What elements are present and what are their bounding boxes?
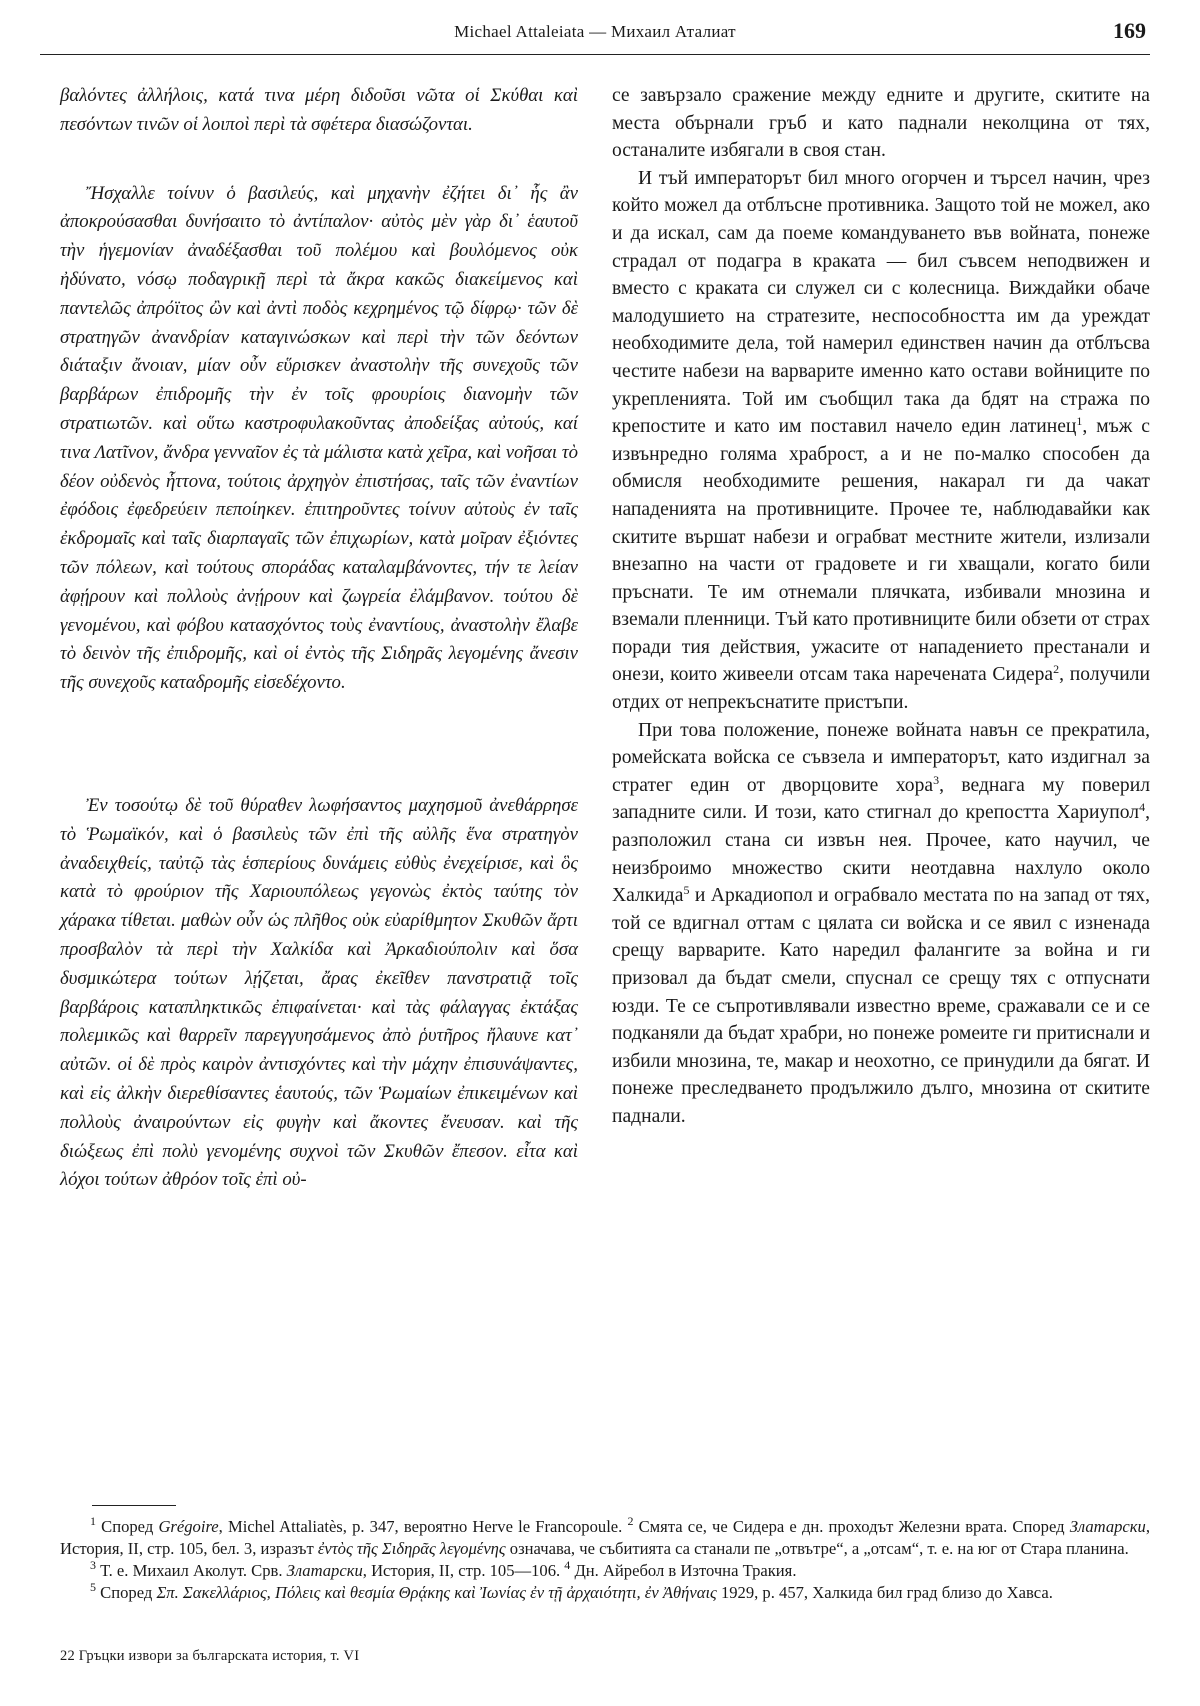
footnote-rule xyxy=(92,1505,176,1506)
text-run: , История, II, стр. 105, бел. 3, изразът xyxy=(60,1517,1150,1558)
text-run: , веднага му поверил западните сили. И този, като стигнал до крепостта Хариупол xyxy=(612,774,1150,824)
text-run: 1929, p. 457, Халкида бил град близо до Хавса. xyxy=(716,1583,1053,1602)
footnote-ref[interactable]: 4 xyxy=(1139,800,1146,815)
bulgarian-paragraph xyxy=(612,717,1150,1131)
text-run: означава, че събитията са станали пе „отвътре“, а „отсам“, т. е. на юг от Стара планина. xyxy=(505,1539,1129,1558)
bulgarian-paragraph xyxy=(612,165,1150,717)
footnote-number: 3 xyxy=(90,1558,96,1572)
page-number: 169 xyxy=(1113,18,1146,43)
bulgarian-column xyxy=(612,82,1150,1131)
running-title: Michael Attaleiata — Михаил Аталиат xyxy=(454,22,736,41)
footnote-block xyxy=(60,1516,1150,1560)
signature-line: 22 Гръцки извори за българската история, т. VI xyxy=(60,1648,360,1664)
footnote-number: 4 xyxy=(564,1558,571,1572)
text-run: , Michel Attaliatès, p. 347, вероятно Herve le Francopoule. xyxy=(218,1517,628,1536)
footnotes xyxy=(60,1516,1150,1604)
greek-paragraph: βαλόντες ἀλλήλοις, κατά τινα μέρη διδοῦσι νῶτα οἱ Σκύθαι καὶ πεσόντων τινῶν οἱ λοιποὶ περὶ τὰ σφέτερα διασώζονται. xyxy=(60,85,578,135)
text-run: , разположил стана си извън нея. Прочее, като научил, че неизброимо множество скити неотдавна нахлуло около Халкида xyxy=(612,802,1150,907)
text-run: Дн. Айребол в Източна Тракия. xyxy=(570,1561,797,1580)
text-run: , мъж с извънредно голяма храброст, а и не по-малко способен да обмисля необходимите решения, накарал ги да чакат нападенията на противниците. Прочее те, наблюдавайки как скитите вършат набези и ограбват местните жители, излизали внезапно на части от градовете и ги хващали, когато били пръснати. Те им отнемали плячката, избивали мнозина и вземали пленници. Тъй като противниците били обзети от страх поради тия действия, ужасите от нападението престанали и онези, които живеели отсам така наречената Сидера xyxy=(612,416,1150,686)
footnote-ref[interactable]: 5 xyxy=(683,883,690,898)
author-name: Златарски xyxy=(286,1561,363,1580)
text-run: , получили отдих от непрекъснатите пристъпи. xyxy=(612,664,1150,714)
greek-column xyxy=(60,82,578,1195)
footnote-number: 2 xyxy=(627,1514,634,1528)
greek-paragraph: Ἤσχαλλε τοίνυν ὁ βασιλεύς, καὶ μηχανὴν ἐζήτει δι᾽ ἧς ἂν ἀποκρούσασθαι δυνήσαιτο τὸ ἀντίπαλον· αὐτὸς μὲν γὰρ δι᾽ ἑαυτοῦ τὴν ἡγεμονίαν ἀναδέξασθαι τοῦ πολέμου καὶ βουλόμενος οὐκ ἠδύνατο, νόσῳ ποδαγρικῇ περὶ τὰ ἄκρα κακῶς διακείμενος καὶ παντελῶς ἀπρόϊτος ὢν καὶ ἀντὶ ποδὸς κεχρημένος τῷ δίφρῳ· τῶν δὲ στρατηγῶν ἀνανδρίαν καταγινώσκων καὶ περὶ τὴν τῶν δεόντων διάταξιν ἄνοιαν, μίαν οὖν εὕρισκεν ἀναστολὴν τῆς συνεχοῦς τῶν βαρβάρων ἐπιδρομῆς τὴν ἐν τοῖς φρουρίοις διανομὴν τῶν στρατιωτῶν. καὶ οὕτω καστροφυλακοῦντας ἀποδείξας αὐτούς, καί τινα Λατῖνον, ἄνδρα γενναῖον ἐς τὰ μάλιστα κατὰ χεῖρα, καὶ νοῆσαι τὸ δέον οὐδενὸς ἧττονα, τούτοις ἀρχηγὸν ἐπιστήσας, ταῖς τῶν ἐναντίων ἐφόδοις ἐφεδρεύειν πεποίηκεν. ἐπιτηροῦντες τοίνυν αὐτοὺς ἐν ταῖς ἐκδρομαῖς καὶ ταῖς διαρπαγαῖς τῶν ἐπιχωρίων, κατὰ μοῖραν ἐξιόντες τῶν πόλεων, καὶ τούτους σποράδας καταλαμβάνοντες, τήν τε λείαν ἀφῄρουν καὶ πολλοὺς ἀνῄρουν καὶ ζωγρεία ἐλάμβανον. τούτου δὲ γενομένου, καὶ φόβου κατασχόντος τοὺς ἐναντίους, ἀναστολὴν ἔλαβε τὸ δεινὸν τῆς ἐπιδρομῆς, καὶ οἱ ἐντὸς τῆς Σιδηρᾶς λεγομένης ἄνεσιν τῆς συνεχοῦς καταδρομῆς εἰσεδέχοντο. xyxy=(60,182,578,694)
greek-paragraph: Ἐν τοσούτῳ δὲ τοῦ θύραθεν λωφήσαντος μαχησμοῦ ἀνεθάρρησε τὸ Ῥωμαϊκόν, καὶ ὁ βασιλεὺς τῶν ἐπὶ τῆς αὐλῆς ἕνα στρατηγὸν ἀναδειχθείς, ταὐτῷ τὰς ἑσπερίους δυνάμεις εὐθὺς ἐνεχείρισε, καὶ ὃς κατὰ τὸ φρούριον τῆς Χαριουπόλεως γεγονὼς ἐκτὸς ταύτης τὸν χάρακα τίθεται. μαθὼν οὖν ὡς πλῆθος οὐκ εὐαρίθμητον Σκυθῶν ἄρτι προσβαλὸν τὰ περὶ τὴν Χαλκίδα καὶ Ἀρκαδιούπολιν καὶ ὅσα δυσμικώτερα τούτων λῄζεται, ἄρας ἐκεῖθεν πανστρατιᾷ τοῖς βαρβάροις καταπληκτικῶς ἐπιφαίνεται· καὶ τὰς φάλαγγας ἐκτάξας πολεμικῶς καὶ θαρρεῖν παρεγγυησάμενος ἀπὸ ῥυτῆρος ἤλαυνε κατ᾽ αὐτῶν. οἱ δὲ πρὸς καιρὸν ἀντισχόντες καὶ τὴν μάχην ἐπισυνάψαντες, καὶ εἰς ἀλκὴν διερεθίσαντες ἑαυτούς, τῶν Ῥωμαίων ἐπικειμένων καὶ πολλοὺς ἀναιρούντων εἰς φυγὴν καὶ ἄκοντες ἔνευσαν. καὶ τῆς διώξεως ἐπὶ πολὺ γενομένης συχνοὶ τῶν Σκυθῶν ἔπεσον. εἶτα καὶ λόχοι τούτων ἀθρόον τοῖς ἐπὶ οὐ- xyxy=(60,794,578,1191)
author-name: Grégoire xyxy=(158,1517,219,1536)
text-run: Според xyxy=(96,1583,157,1602)
header-rule xyxy=(40,54,1150,55)
text-run: Смята се, че Сидера е дн. проходът Железни врата. Според xyxy=(633,1517,1070,1536)
footnote-ref[interactable]: 1 xyxy=(1076,414,1083,429)
running-header xyxy=(40,18,1150,54)
author-name: Златарски xyxy=(1069,1517,1146,1536)
footnote-block xyxy=(60,1560,1150,1582)
greek-quote: ἐντὸς τῆς Σιδηρᾶς λεγομένης xyxy=(317,1539,506,1558)
footnote-block xyxy=(60,1582,1150,1604)
text-run: Т. е. Михаил Аколут. Срв. xyxy=(96,1561,287,1580)
footnote-ref[interactable]: 2 xyxy=(1053,662,1060,677)
text-run: , История, II, стр. 105—106. xyxy=(362,1561,565,1580)
footnote-number: 1 xyxy=(90,1514,96,1528)
text-run: Според xyxy=(96,1517,159,1536)
footnote-ref[interactable]: 3 xyxy=(933,772,940,787)
text-run: и Аркадиопол и ограбвало местата по на запад от тях, той се вдигнал оттам с цялата си войска и се явил с изненада срещу варварите. Като наредил фалангите за война и ги призовал да бъдат смели, спуснал се срещу тях с отпуснати юзди. Те се съпротивлявали известно време, сражавали се и се подканяли да бъдат храбри, но понеже ромеите ги притиснали и избили мнозина, те, макар и неохотно, се принудили да бягат. И понеже преследването продължило дълго, мнозина от скитите паднали. xyxy=(612,885,1150,1127)
footnote-number: 5 xyxy=(90,1580,96,1594)
author-name: Σπ. Σακελλάριος, Πόλεις καὶ θεσμία Θρᾴκης καὶ Ἰωνίας ἐν τῇ ἀρχαιότητι, ἐν Ἀθήναις xyxy=(156,1583,717,1602)
text-run: При това положение, понеже войната навън се прекратила, ромейската войска се съвзела и императорът, като издигнал за стратег един от дворцовите хора xyxy=(612,719,1150,796)
text-run: И тъй императорът бил много огорчен и търсел начин, чрез който можел да отблъсне противника. Защото той не можел, ако и да искал, сам да поеме командуването във войната, понеже страдал от подагра в краката — бил съвсем неподвижен и вместо с краката си служел си с колесница. Виждайки обаче малодушието на стратезите, неспособността им да уреждат необходимите дела, той намерил единствен начин да отблъсва честите набези на варварите именно като остави войниците по укрепленията. Той им съобщил така да бдят на стража по крепостите и като им поставил начело един латинец xyxy=(612,167,1150,438)
bulgarian-paragraph: се завързало сражение между едните и другите, скитите на места обърнали гръб и като паднали неколцина от тях, останалите избягали в своя стан. xyxy=(612,85,1150,162)
